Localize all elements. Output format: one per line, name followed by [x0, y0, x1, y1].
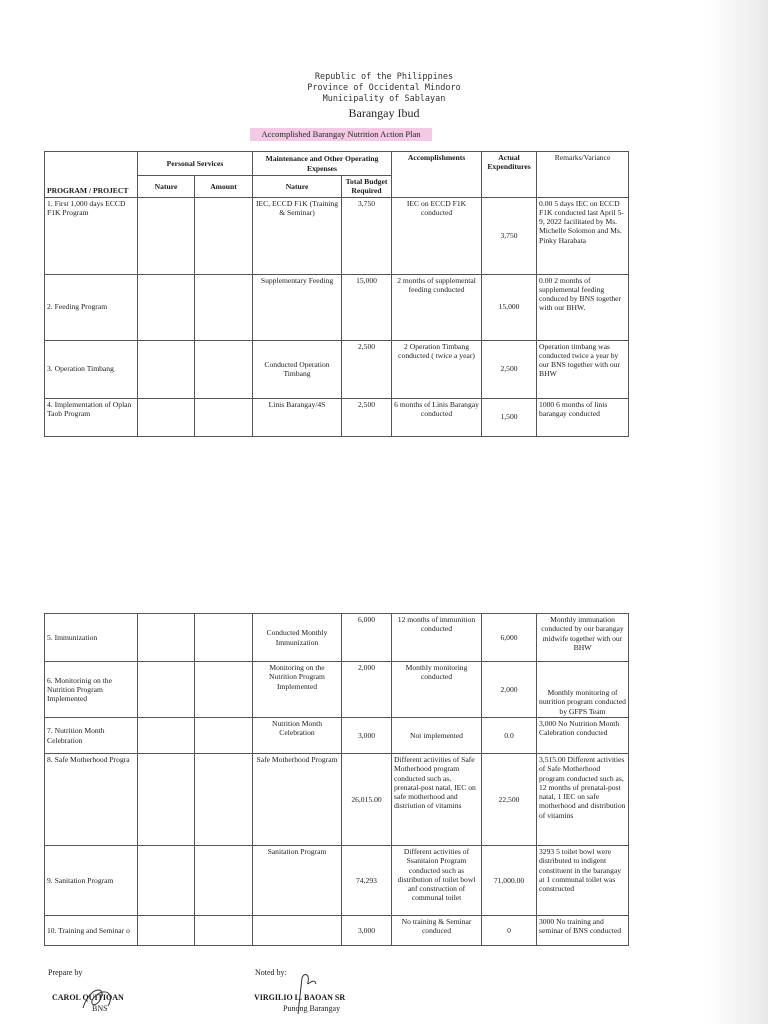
mooe-nature-cell: Safe Motherhood Program	[253, 754, 342, 846]
nutrition-plan-table-1	[44, 151, 629, 437]
mooe-nature-cell: Monitoring on the Nutrition Program Implemented	[253, 662, 342, 718]
program-cell: 10. Training and Seminar o	[45, 916, 138, 946]
accomplishment-cell: Monthly monitoring conducted	[392, 662, 482, 718]
remarks-cell: 3000 No training and seminar of BNS conducted	[537, 916, 629, 946]
header-accomplishments: Accomplishments	[392, 152, 482, 198]
mooe-nature-cell: Sanitation Program	[253, 846, 342, 916]
remarks-cell: Operation timbang was conducted twice a year by our BNS together with our BHW	[537, 340, 629, 398]
barangay-name: Barangay Ibud	[348, 106, 420, 120]
actual-cell: 3,750	[482, 197, 537, 274]
header-line-municipality: Municipality of Sablayan	[322, 94, 446, 104]
signature-scribble-prepared	[78, 980, 118, 1016]
program-cell: 5. Immunization	[45, 614, 138, 662]
header-line-republic: Republic of the Philippines	[314, 72, 454, 82]
accomplishment-cell: 12 months of immunition conducted	[392, 614, 482, 662]
accomplishment-cell: IEC on ECCD F1K conducted	[392, 197, 482, 274]
remarks-cell: 1000 6 months of linis barangay conducted	[537, 398, 629, 436]
budget-cell: 3,000	[342, 718, 392, 754]
prepared-by-label: Prepare by	[48, 968, 83, 977]
remarks-cell: 3,000 No Nutrition Month Calebration conducted	[537, 718, 629, 754]
mooe-nature-cell: Linis Barangay/4S	[253, 398, 342, 436]
page-edge-shadow	[708, 0, 768, 1024]
header-personal-services: Personal Services	[138, 152, 253, 176]
actual-cell: 2,500	[482, 340, 537, 398]
budget-cell: 6,000	[342, 614, 392, 662]
plan-title: Accomplished Barangay Nutrition Action Plan	[250, 128, 432, 141]
mooe-nature-cell: Supplementary Feeding	[253, 274, 342, 340]
header-line-province: Province of Occidental Mindoro	[307, 83, 461, 93]
header-ps-nature: Nature	[138, 176, 195, 198]
accomplishment-cell: 2 Operation Timbang conducted ( twice a year)	[392, 340, 482, 398]
header-program: PROGRAM / PROJECT	[45, 152, 138, 198]
program-cell: 3. Operation Timbang	[45, 340, 138, 398]
remarks-cell: 3293 5 toilet bowl were distributed to indigent constituent in the barangay at 1 communal toilet was constructed	[537, 846, 629, 916]
actual-cell: 0	[482, 916, 537, 946]
header-total-budget: Total Budget Required	[342, 176, 392, 198]
budget-cell: 26,015.00	[342, 754, 392, 846]
header-actual-expenditures: Actual Expenditures	[482, 152, 537, 198]
program-cell: 6. Monitorinig on the Nutrition Program Implemented	[45, 662, 138, 718]
prepared-by-name: CAROL QUITIOAN	[52, 993, 124, 1002]
table-row	[45, 846, 629, 916]
table-row	[45, 662, 629, 718]
table-row	[45, 754, 629, 846]
remarks-cell: 0.00 5 days IEC on ECCD F1K conducted last April 5-9, 2022 facilitated by Ms. Michelle Solomon and Ms. Pinky Harabata	[537, 197, 629, 274]
table-row	[45, 274, 629, 340]
budget-cell: 2,500	[342, 340, 392, 398]
table-row	[45, 197, 629, 274]
actual-cell: 71,000.00	[482, 846, 537, 916]
signature-scribble-noted	[292, 970, 322, 1016]
accomplishment-cell: No training & Seminar conduced	[392, 916, 482, 946]
table-row	[45, 916, 629, 946]
budget-cell: 74,293	[342, 846, 392, 916]
table-row	[45, 718, 629, 754]
accomplishment-cell: Not implemented	[392, 718, 482, 754]
program-cell: 4. Implementation of Oplan Taob Program	[45, 398, 138, 436]
noted-by-name: VIRGILIO L. BAOAN SR	[254, 993, 346, 1002]
program-cell: 7. Nutrition Month Celebration	[45, 718, 138, 754]
header-mooe: Maintenance and Other Operating Expenses	[253, 152, 392, 176]
budget-cell: 3,750	[342, 197, 392, 274]
mooe-nature-cell: Conducted Monthly Immunization	[253, 614, 342, 662]
header-mooe-nature: Nature	[253, 176, 342, 198]
program-cell: 9. Sanitation Program	[45, 846, 138, 916]
table-row	[45, 614, 629, 662]
mooe-nature-cell: Conducted Operation Timbang	[253, 340, 342, 398]
noted-by-role: Punong Barangay	[283, 1004, 341, 1013]
program-cell: 8. Safe Motherhood Progra	[45, 754, 138, 846]
actual-cell: 6,000	[482, 614, 537, 662]
actual-cell: 0.0	[482, 718, 537, 754]
program-cell: 2. Feeding Program	[45, 274, 138, 340]
program-cell: 1. First 1,000 days ECCD F1K Program	[45, 197, 138, 274]
prepared-by-role: BNS	[92, 1004, 108, 1013]
budget-cell: 2,000	[342, 662, 392, 718]
accomplishment-cell: 2 months of supplemental feeding conducted	[392, 274, 482, 340]
budget-cell: 3,000	[342, 916, 392, 946]
accomplishment-cell: Different activities of Safe Motherhood program conducted such as, prenatal-post natal, IEC on safe motherhood and distriution of vitamins	[392, 754, 482, 846]
remarks-cell: 0.00 2 months of supplemental feeding conduced by BNS together with our BHW.	[537, 274, 629, 340]
nutrition-plan-table-2	[44, 613, 629, 946]
table-row	[45, 398, 629, 436]
table-row	[45, 340, 629, 398]
mooe-nature-cell	[253, 916, 342, 946]
remarks-cell: 3,515.00 Different activities of Safe Motherhood program conducted such as, 12 months of prenatal-post natal, 1 IEC on safe motherhood and distribution of vitamins	[537, 754, 629, 846]
remarks-cell: Monthly monitoring of nutrition program conducted by GFPS Team	[537, 662, 629, 718]
budget-cell: 2,500	[342, 398, 392, 436]
actual-cell: 22,500	[482, 754, 537, 846]
accomplishment-cell: 6 months of Linis Barangay conducted	[392, 398, 482, 436]
actual-cell: 1,500	[482, 398, 537, 436]
mooe-nature-cell: Nutrition Month Celebration	[253, 718, 342, 754]
actual-cell: 2,000	[482, 662, 537, 718]
header-remarks: Remarks/Variance	[537, 152, 629, 198]
budget-cell: 15,000	[342, 274, 392, 340]
actual-cell: 15,000	[482, 274, 537, 340]
remarks-cell: Monthly immunation conducted by our barangay midwife together with our BHW	[537, 614, 629, 662]
accomplishment-cell: Different activities of Ssanitaion Program conducted such as distribution of toilet bowl anf construction of communal toilet	[392, 846, 482, 916]
noted-by-label: Noted by:	[255, 968, 287, 977]
mooe-nature-cell: IEC, ECCD F1K (Training & Seminar)	[253, 197, 342, 274]
header-ps-amount: Amount	[195, 176, 253, 198]
